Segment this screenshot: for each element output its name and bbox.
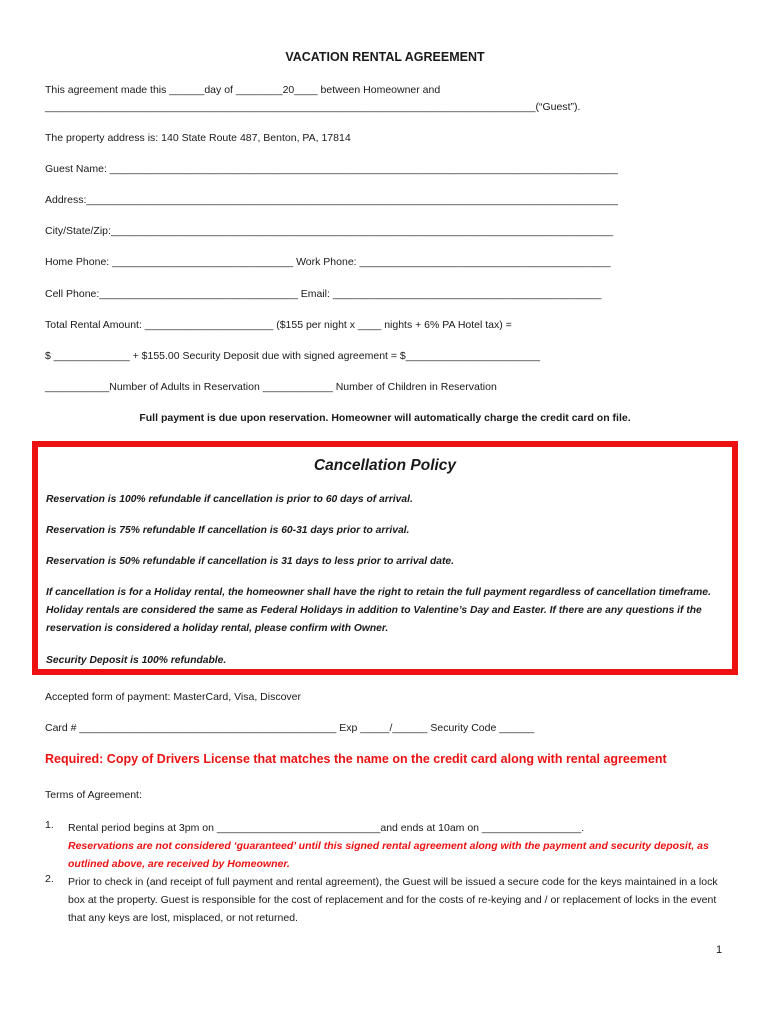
security-deposit-rule: Security Deposit is 100% refundable. [46, 655, 227, 666]
document-title: VACATION RENTAL AGREEMENT [285, 50, 485, 64]
terms-item-number: 1. [45, 819, 54, 831]
address-field: Address:___________________________________________________________________________________________ [45, 194, 618, 206]
terms-item-1 [45, 819, 735, 873]
terms-heading: Terms of Agreement: [45, 789, 142, 801]
terms-item-text: Rental period begins at 3pm on ____________________________and ends at 10am on _________________. [68, 822, 585, 834]
deposit-line: $ _____________ + $155.00 Security Deposit due with signed agreement = $_______________________ [45, 350, 541, 362]
full-payment-note: Full payment is due upon reservation. Homeowner will automatically charge the credit card on file. [139, 412, 631, 424]
terms-item-note: Reservations are not considered ‘guaranteed’ until this signed rental agreement along with the payment and security deposit, as outlined above, are received by Homeowner. [68, 840, 709, 870]
cancellation-holiday-rule: If cancellation is for a Holiday rental, the homeowner shall have the right to retain the full payment regardless of cancellation timeframe. Holiday rentals are considered the same as Federal Holidays in addition to Valentine’s Day and Easter. If there are any questions if the reservation is considered a holiday rental, please confirm with Owner. [46, 587, 711, 634]
cancellation-rule-2: Reservation is 75% refundable If cancellation is 60-31 days prior to arrival. [46, 525, 410, 536]
cancellation-policy-box [32, 441, 738, 675]
cancellation-rule-1: Reservation is 100% refundable if cancellation is prior to 60 days of arrival. [46, 494, 413, 505]
page-number: 1 [716, 944, 723, 956]
cancellation-rule-3: Reservation is 50% refundable if cancellation is 31 days to less prior to arrival date. [46, 556, 455, 567]
intro-line-1: This agreement made this ______day of ________20____ between Homeowner and [45, 84, 441, 96]
required-license-note: Required: Copy of Drivers License that matches the name on the credit card along with rental agreement [45, 752, 667, 766]
property-address: The property address is: 140 State Route 487, Benton, PA, 17814 [45, 132, 351, 144]
guest-name-field: Guest Name: _______________________________________________________________________________________ [45, 163, 618, 175]
terms-item-number: 2. [45, 873, 54, 885]
home-work-phone-field: Home Phone: _______________________________ Work Phone: ___________________________________________ [45, 256, 611, 268]
terms-item-2 [45, 873, 735, 933]
cancellation-heading: Cancellation Policy [313, 457, 457, 474]
cell-email-field: Cell Phone:__________________________________ Email: ______________________________________________ [45, 288, 602, 300]
adults-children-line: ___________Number of Adults in Reservation ____________ Number of Children in Reservation [45, 381, 497, 393]
city-state-zip-field: City/State/Zip:______________________________________________________________________________________ [45, 225, 614, 237]
terms-item-text: Prior to check in (and receipt of full payment and rental agreement), the Guest will be issued a secure code for the keys maintained in a lock box at the property. Guest is responsible for the cost of replacement and for the costs of re-keying and / or replacement of locks in the event that any keys are lost, misplaced, or not returned. [68, 876, 718, 924]
intro-line-2: ____________________________________________________________________________________(“Guest”). [45, 101, 581, 113]
card-details-line: Card # ____________________________________________ Exp _____/______ Security Code ______ [45, 722, 535, 734]
accepted-payment: Accepted form of payment: MasterCard, Visa, Discover [45, 691, 301, 703]
total-rental-line: Total Rental Amount: ______________________ ($155 per night x ____ nights + 6% PA Hotel tax) = [45, 319, 512, 331]
